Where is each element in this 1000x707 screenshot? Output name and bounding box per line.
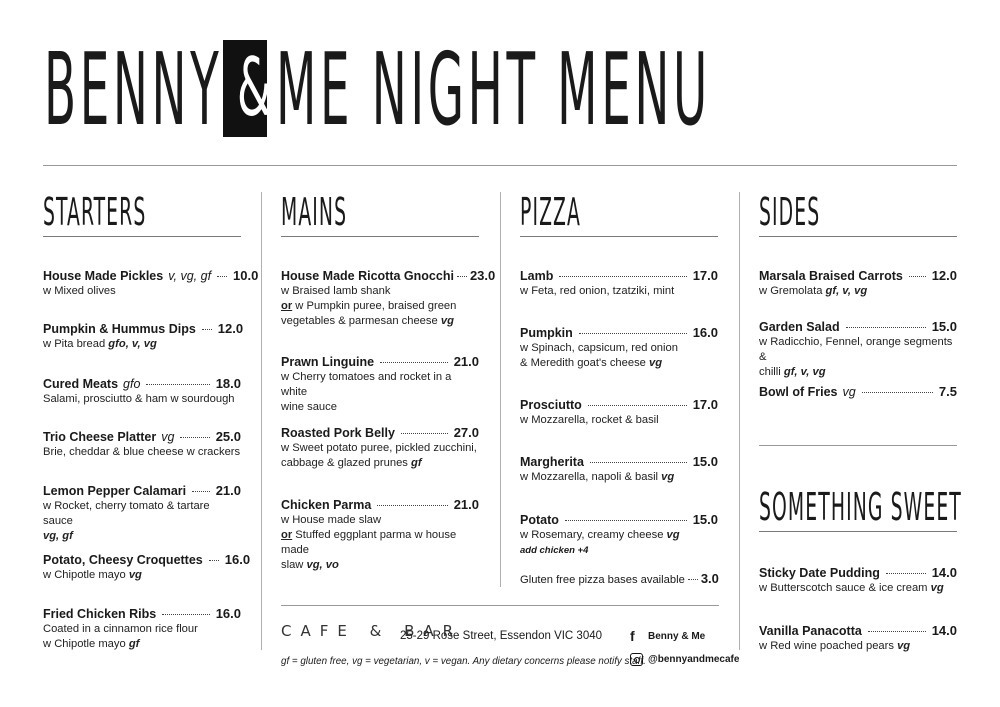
item-desc-2: wine sauce [281, 401, 337, 413]
menu-item [281, 268, 496, 329]
dot-leader [180, 437, 209, 438]
instagram-link[interactable] [630, 653, 739, 666]
menu-item [43, 429, 241, 460]
menu-item [43, 552, 251, 583]
dot-leader [192, 491, 210, 492]
item-name: Prawn Linguine [281, 355, 375, 369]
item-desc-2: cabbage & glazed prunes [281, 457, 408, 469]
sweet-section [759, 485, 962, 665]
item-desc-tag: vg, vo [306, 559, 339, 571]
or-word: or [281, 300, 293, 312]
column-divider-2 [500, 192, 501, 587]
dot-leader [377, 505, 447, 506]
footer-divider [281, 605, 719, 606]
item-name: Cured Meats [43, 377, 119, 391]
menu-item [759, 565, 957, 596]
sides-section [759, 190, 957, 430]
title-part-1: BENNY [44, 31, 223, 148]
item-price: 17.0 [692, 397, 718, 412]
item-desc-2: chilli [759, 366, 781, 378]
gf-bases-price: 3.0 [700, 571, 719, 586]
item-tags: vg [161, 430, 175, 444]
instagram-handle: @bennyandmecafe [648, 654, 740, 665]
mains-rule [281, 236, 479, 237]
pizza-heading: PIZZA [520, 190, 581, 234]
item-desc-tag: vg [661, 471, 675, 483]
item-price: 17.0 [692, 268, 718, 283]
item-price: 21.0 [215, 483, 241, 498]
item-price: 16.0 [692, 325, 718, 340]
item-desc: w Red wine poached pears [759, 640, 894, 652]
item-tags: v, vg, gf [168, 269, 212, 283]
dot-leader [565, 520, 687, 521]
item-desc-tag: vg [440, 315, 454, 327]
title-divider [43, 165, 957, 166]
dot-leader [457, 276, 467, 277]
item-desc-tag: gf [128, 638, 140, 650]
facebook-handle: Benny & Me [648, 630, 706, 642]
item-name: Chicken Parma [281, 498, 372, 512]
item-desc-tag: vg, gf [43, 530, 73, 542]
column-divider-3 [739, 192, 740, 650]
item-price: 27.0 [453, 425, 479, 440]
dot-leader [868, 631, 926, 632]
dietary-legend: gf = gluten free, vg = vegetarian, v = vegan. Any dietary concerns please notify staff. [281, 656, 646, 667]
sides-heading: SIDES [759, 190, 821, 234]
item-name: Sticky Date Pudding [759, 566, 880, 580]
mains-heading: MAINS [281, 190, 348, 234]
facebook-link[interactable] [630, 628, 705, 644]
item-name: Pumpkin [520, 326, 573, 340]
menu-item [759, 268, 957, 299]
item-tags: vg [842, 385, 856, 399]
menu-item [520, 268, 718, 299]
menu-item [43, 268, 259, 299]
sides-rule [759, 236, 957, 237]
sweet-heading: SOMETHING SWEET [759, 485, 962, 529]
item-desc-2: w Chipotle mayo [43, 638, 126, 650]
item-name: Trio Cheese Platter [43, 430, 157, 444]
item-desc-tag: gf, v, vg [783, 366, 826, 378]
item-name: House Made Pickles [43, 269, 164, 283]
item-desc: w House made slaw [281, 514, 382, 526]
dot-leader [209, 560, 219, 561]
item-desc: Coated in a cinnamon rice flour [43, 623, 198, 635]
menu-item [759, 384, 957, 400]
item-desc: w Spinach, capsicum, red onion [520, 342, 678, 354]
item-price: 21.0 [453, 354, 479, 369]
item-price: 7.5 [938, 384, 957, 399]
item-desc: w Braised lamb shank [281, 285, 391, 297]
dot-leader [401, 433, 448, 434]
item-desc-tag: vg [897, 640, 911, 652]
item-addon: add chicken +4 [520, 545, 589, 556]
item-name: Marsala Braised Carrots [759, 269, 903, 283]
item-desc: w Gremolata [759, 285, 823, 297]
pizza-section [520, 190, 718, 590]
dot-leader [590, 462, 687, 463]
item-desc: w Rocket, cherry tomato & tartare sauce [43, 500, 210, 527]
dot-leader [588, 405, 687, 406]
item-name: Lemon Pepper Calamari [43, 484, 187, 498]
item-desc-2: & Meredith goat's cheese [520, 357, 646, 369]
title-part-2: ME NIGHT MENU [276, 31, 711, 148]
item-name: Vanilla Panacotta [759, 624, 862, 638]
dot-leader [862, 392, 933, 393]
sides-sweet-divider [759, 445, 957, 446]
dot-leader [162, 614, 209, 615]
dot-leader [217, 276, 227, 277]
item-name: Potato [520, 513, 559, 527]
item-desc-tag: vg [649, 357, 663, 369]
cafe-bar-label: CAFE & BAR [281, 622, 463, 640]
item-desc-tag: gf [411, 457, 422, 469]
item-price: 10.0 [233, 268, 259, 283]
pizza-rule [520, 236, 718, 237]
dot-leader [146, 384, 209, 385]
item-desc: w Mozzarella, napoli & basil [520, 471, 659, 483]
menu-item [520, 397, 718, 428]
item-desc: w Sweet potato puree, pickled zucchini, [281, 442, 477, 454]
sweet-rule [759, 531, 957, 532]
item-name: Roasted Pork Belly [281, 426, 395, 440]
menu-item [43, 606, 241, 652]
item-desc: w Chipotle mayo [43, 569, 126, 581]
item-tags: gfo [123, 377, 141, 391]
menu-item [43, 483, 241, 544]
item-desc-3: slaw [281, 559, 304, 571]
menu-item [759, 623, 957, 654]
item-desc-tag: vg [128, 569, 142, 581]
item-desc: w Butterscotch sauce & ice cream [759, 582, 928, 594]
item-desc: w Radicchio, Fennel, orange segments & [759, 336, 953, 363]
item-price: 16.0 [215, 606, 241, 621]
menu-item [281, 497, 479, 573]
item-desc: w Mozzarella, rocket & basil [520, 414, 659, 426]
item-desc: Salami, prosciutto & ham w sourdough [43, 393, 235, 405]
dot-leader [559, 276, 686, 277]
item-desc-tag: gfo, v, vg [108, 338, 157, 350]
item-desc-tag: gf, v, vg [825, 285, 868, 297]
item-desc-tag: vg [930, 582, 944, 594]
item-name: Fried Chicken Ribs [43, 607, 157, 621]
dot-leader [846, 327, 926, 328]
item-price: 15.0 [692, 454, 718, 469]
item-desc-2: Stuffed eggplant parma w house made [281, 529, 457, 556]
item-name: Margherita [520, 455, 584, 469]
item-name: Prosciutto [520, 398, 582, 412]
item-name: Bowl of Fries [759, 385, 838, 399]
menu-item [43, 321, 244, 352]
dot-leader [688, 579, 698, 580]
dot-leader [579, 333, 687, 334]
facebook-icon: f [630, 628, 635, 644]
item-price: 14.0 [931, 565, 957, 580]
item-name: Lamb [520, 269, 554, 283]
item-price: 25.0 [215, 429, 241, 444]
item-desc-2: w Pumpkin puree, braised green [292, 300, 457, 312]
item-name: Potato, Cheesy Croquettes [43, 553, 203, 567]
item-price: 18.0 [215, 376, 241, 391]
item-price: 21.0 [453, 497, 479, 512]
item-name: House Made Ricotta Gnocchi [281, 269, 454, 283]
starters-heading: STARTERS [43, 190, 147, 234]
starters-rule [43, 236, 241, 237]
item-price: 16.0 [224, 552, 251, 567]
item-desc-3: vegetables & parmesan cheese [281, 315, 438, 327]
item-desc: w Feta, red onion, tzatziki, mint [520, 285, 675, 297]
dot-leader [380, 362, 448, 363]
item-desc: w Cherry tomatoes and rocket in a white [281, 371, 452, 398]
item-price: 15.0 [692, 512, 718, 527]
item-name: Pumpkin & Hummus Dips [43, 322, 196, 336]
menu-item [520, 454, 718, 485]
starters-section [43, 190, 259, 660]
menu-item [759, 319, 957, 380]
gf-bases-label: Gluten free pizza bases available [520, 574, 685, 586]
item-price: 12.0 [931, 268, 957, 283]
or-word: or [281, 529, 293, 541]
title-ampersand-box [223, 40, 272, 137]
item-desc: Brie, cheddar & blue cheese w crackers [43, 446, 241, 458]
gf-bases-note [520, 571, 718, 586]
item-price: 15.0 [931, 319, 957, 334]
menu-item [520, 512, 718, 558]
item-price: 23.0 [469, 268, 496, 283]
dot-leader [909, 276, 926, 277]
address: 25-29 Rose Street, Essendon VIC 3040 [400, 630, 603, 642]
item-name: Garden Salad [759, 320, 840, 334]
item-desc: w Mixed olives [43, 285, 116, 297]
menu-item [281, 354, 479, 415]
dot-leader [202, 329, 212, 330]
title-ampersand: & [237, 41, 272, 134]
item-desc-tag: vg [666, 529, 680, 541]
item-price: 12.0 [217, 321, 244, 336]
dot-leader [886, 573, 926, 574]
item-price: 14.0 [931, 623, 957, 638]
mains-section [281, 190, 496, 590]
menu-item [281, 425, 479, 471]
menu-item [520, 325, 718, 371]
column-divider-1 [261, 192, 262, 650]
item-desc: w Rosemary, creamy cheese [520, 529, 664, 541]
item-desc: w Pita bread [43, 338, 106, 350]
menu-item [43, 376, 241, 407]
